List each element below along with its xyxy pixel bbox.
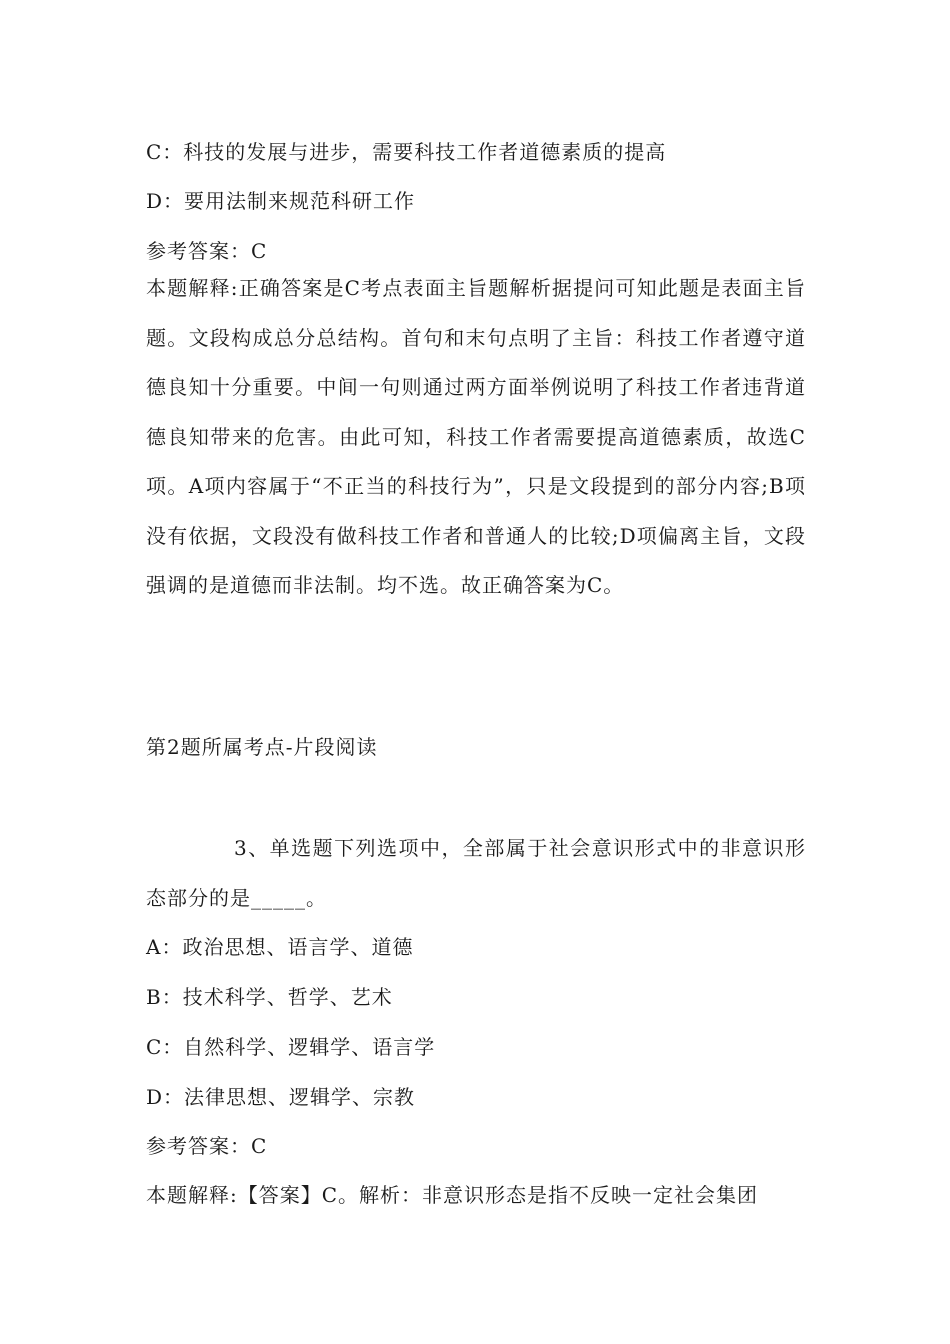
q1-topic: 第2题所属考点-片段阅读 bbox=[146, 735, 378, 759]
q1-option-d: D：要用法制来规范科研工作 bbox=[146, 189, 416, 213]
q3-answer: 参考答案：C bbox=[146, 1134, 268, 1158]
q1-option-c: C：科技的发展与进步，需要科技工作者道德素质的提高 bbox=[146, 140, 667, 164]
q1-explanation: 本题解释:正确答案是C考点表面主旨题解析据提问可知此题是表面主旨题。文段构成总分总结构。首句和末句点明了主旨：科技工作者遵守道德良知十分重要。中间一句则通过两方面举例说明了科技工作者违背道德良知带来的危害。由此可知，科技工作者需要提高道德素质，故选C项。A项内容属于“不正当的科技行为”，只是文段提到的部分内容;B项没有依据，文段没有做科技工作者和普通人的比较;D项偏离主旨，文段强调的是道德而非法制。均不选。故正确答案为C。 bbox=[146, 276, 806, 597]
q3-option-d: D：法律思想、逻辑学、宗教 bbox=[146, 1085, 416, 1109]
q3-option-a: A：政治思想、语言学、道德 bbox=[146, 935, 414, 959]
q3-option-b: B：技术科学、哲学、艺术 bbox=[146, 985, 393, 1009]
q1-answer: 参考答案：C bbox=[146, 239, 268, 263]
q3-explanation: 本题解释:【答案】C。解析：非意识形态是指不反映一定社会集团 bbox=[146, 1183, 759, 1207]
q3-option-c: C：自然科学、逻辑学、语言学 bbox=[146, 1035, 436, 1059]
q3-question: 3、单选题下列选项中，全部属于社会意识形式中的非意识形态部分的是_____。 bbox=[146, 836, 806, 910]
